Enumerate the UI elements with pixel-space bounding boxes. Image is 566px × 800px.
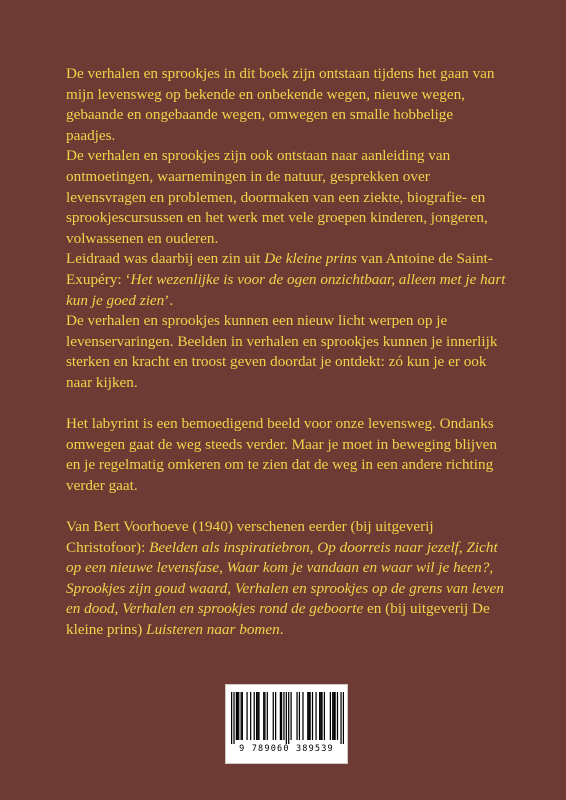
barcode-bar (330, 692, 331, 740)
barcode-bar (250, 692, 251, 740)
barcode-bar (256, 692, 257, 740)
barcode-bar (283, 692, 284, 740)
barcode-bar (343, 692, 344, 744)
barcode-bar (320, 692, 321, 740)
barcode-bar (238, 692, 239, 740)
barcode-bar (280, 692, 281, 740)
barcode-bar (231, 692, 232, 744)
barcode-bar (296, 692, 297, 740)
barcode-bar (263, 692, 264, 740)
paragraph-gap (66, 496, 506, 517)
guideline-author: van Antoine de Saint-Exupéry: ‘ (66, 250, 493, 288)
barcode-bar (241, 692, 242, 740)
barcode-bar (264, 692, 265, 740)
barcode-bar (258, 692, 259, 740)
barcode-bar (242, 692, 243, 740)
barcode-bar (324, 692, 325, 740)
barcode (225, 684, 348, 764)
barcode-bar (332, 692, 333, 740)
barcode-number: 9 789060 389539 (239, 744, 334, 754)
barcode-bar (254, 692, 255, 740)
author-works-titles: Beelden als inspiratiebron, Op doorreis naar jezelf, Zicht op een nieuwe levensfase, Waar kom je vandaan en waar wil je heen?, Sprookjes zijn goud waard, Verhalen en sprookjes op de grens van leven en dood, Verhalen en sprookjes rond de geboorte (66, 538, 504, 618)
barcode-bar (290, 692, 291, 740)
barcode-bar (237, 692, 238, 740)
barcode-bar (333, 692, 334, 740)
barcode-bar (273, 692, 274, 740)
paragraph-origins: De verhalen en sprookjes in dit boek zijn ontstaan tijdens het gaan van mijn levensweg op bekende en onbekende wegen, nieuwe wegen, gebaande en ongebaande wegen, omwegen en smalle hobbelige paadjes. (66, 65, 495, 144)
paragraph-labyrinth: Het labyrint is een bemoedigend beeld voor onze levensweg. Ondanks omwegen gaat de weg steeds verder. Maar je moet in beweging blijven en je regelmatig omkeren om te zien dat de weg in een andere richting verder gaat. (66, 415, 498, 494)
author-works-intro: Van Bert Voorhoeve (1940) verschenen eerder (bij uitgeverij Christofoor): (66, 518, 434, 556)
barcode-bar (310, 692, 311, 740)
barcode-bar (315, 692, 316, 740)
barcode-bar (257, 692, 258, 740)
author-works-publisher: en (bij uitgeverij De kleine prins) (66, 600, 490, 639)
paragraph-gap (66, 394, 506, 415)
paragraph-guideline (66, 249, 506, 311)
barcode-bar (321, 692, 322, 740)
barcode-bar (275, 692, 276, 740)
barcode-bar (319, 692, 320, 740)
barcode-bar (281, 692, 282, 740)
barcode-bar (233, 692, 234, 744)
guideline-text: Leidraad was daarbij een zin uit (66, 250, 265, 268)
author-works-end: . (279, 621, 284, 639)
barcode-bar (312, 692, 313, 740)
blurb-text (66, 64, 506, 641)
book-title-luisteren: Luisteren naar bomen (146, 621, 280, 639)
barcode-bar (286, 692, 287, 744)
barcode-bar (334, 692, 335, 740)
barcode-bars (231, 692, 344, 744)
quote-text: Het wezenlijke is voor de ogen onzichtbaar, alleen met je hart kun je goed zien (66, 270, 506, 309)
barcode-bar (299, 692, 300, 740)
barcode-bar (246, 692, 247, 740)
paragraph-occasions: De verhalen en sprookjes zijn ook ontstaan naar aanleiding van ontmoetingen, waarnemingen in de natuur, gesprekken over levensvragen en problemen, doormaken van een ziekte, biografie- en sprookjescursussen en het werk met vele groepen kinderen, jongeren, volwassenen en ouderen. (66, 147, 488, 247)
barcode-bar (307, 692, 308, 740)
barcode-bar (337, 692, 338, 740)
paragraph-light: De verhalen en sprookjes kunnen een nieuw licht werpen op je levenservaringen. Beelden in verhalen en sprookjes kunnen je innerlijk sterken en kracht en troost geven doordat je ontdekt: zó kun je er ook naar kijken. (66, 312, 498, 391)
quote-close: ’. (164, 291, 174, 309)
barcode-bar (267, 692, 268, 740)
barcode-bar (308, 692, 309, 740)
barcode-bar (340, 692, 341, 744)
barcode-bar (302, 692, 303, 740)
barcode-bar (236, 692, 237, 740)
book-title-kleine-prins: De kleine prins (264, 250, 357, 268)
paragraph-author-works (66, 517, 506, 641)
barcode-bar (288, 692, 289, 744)
